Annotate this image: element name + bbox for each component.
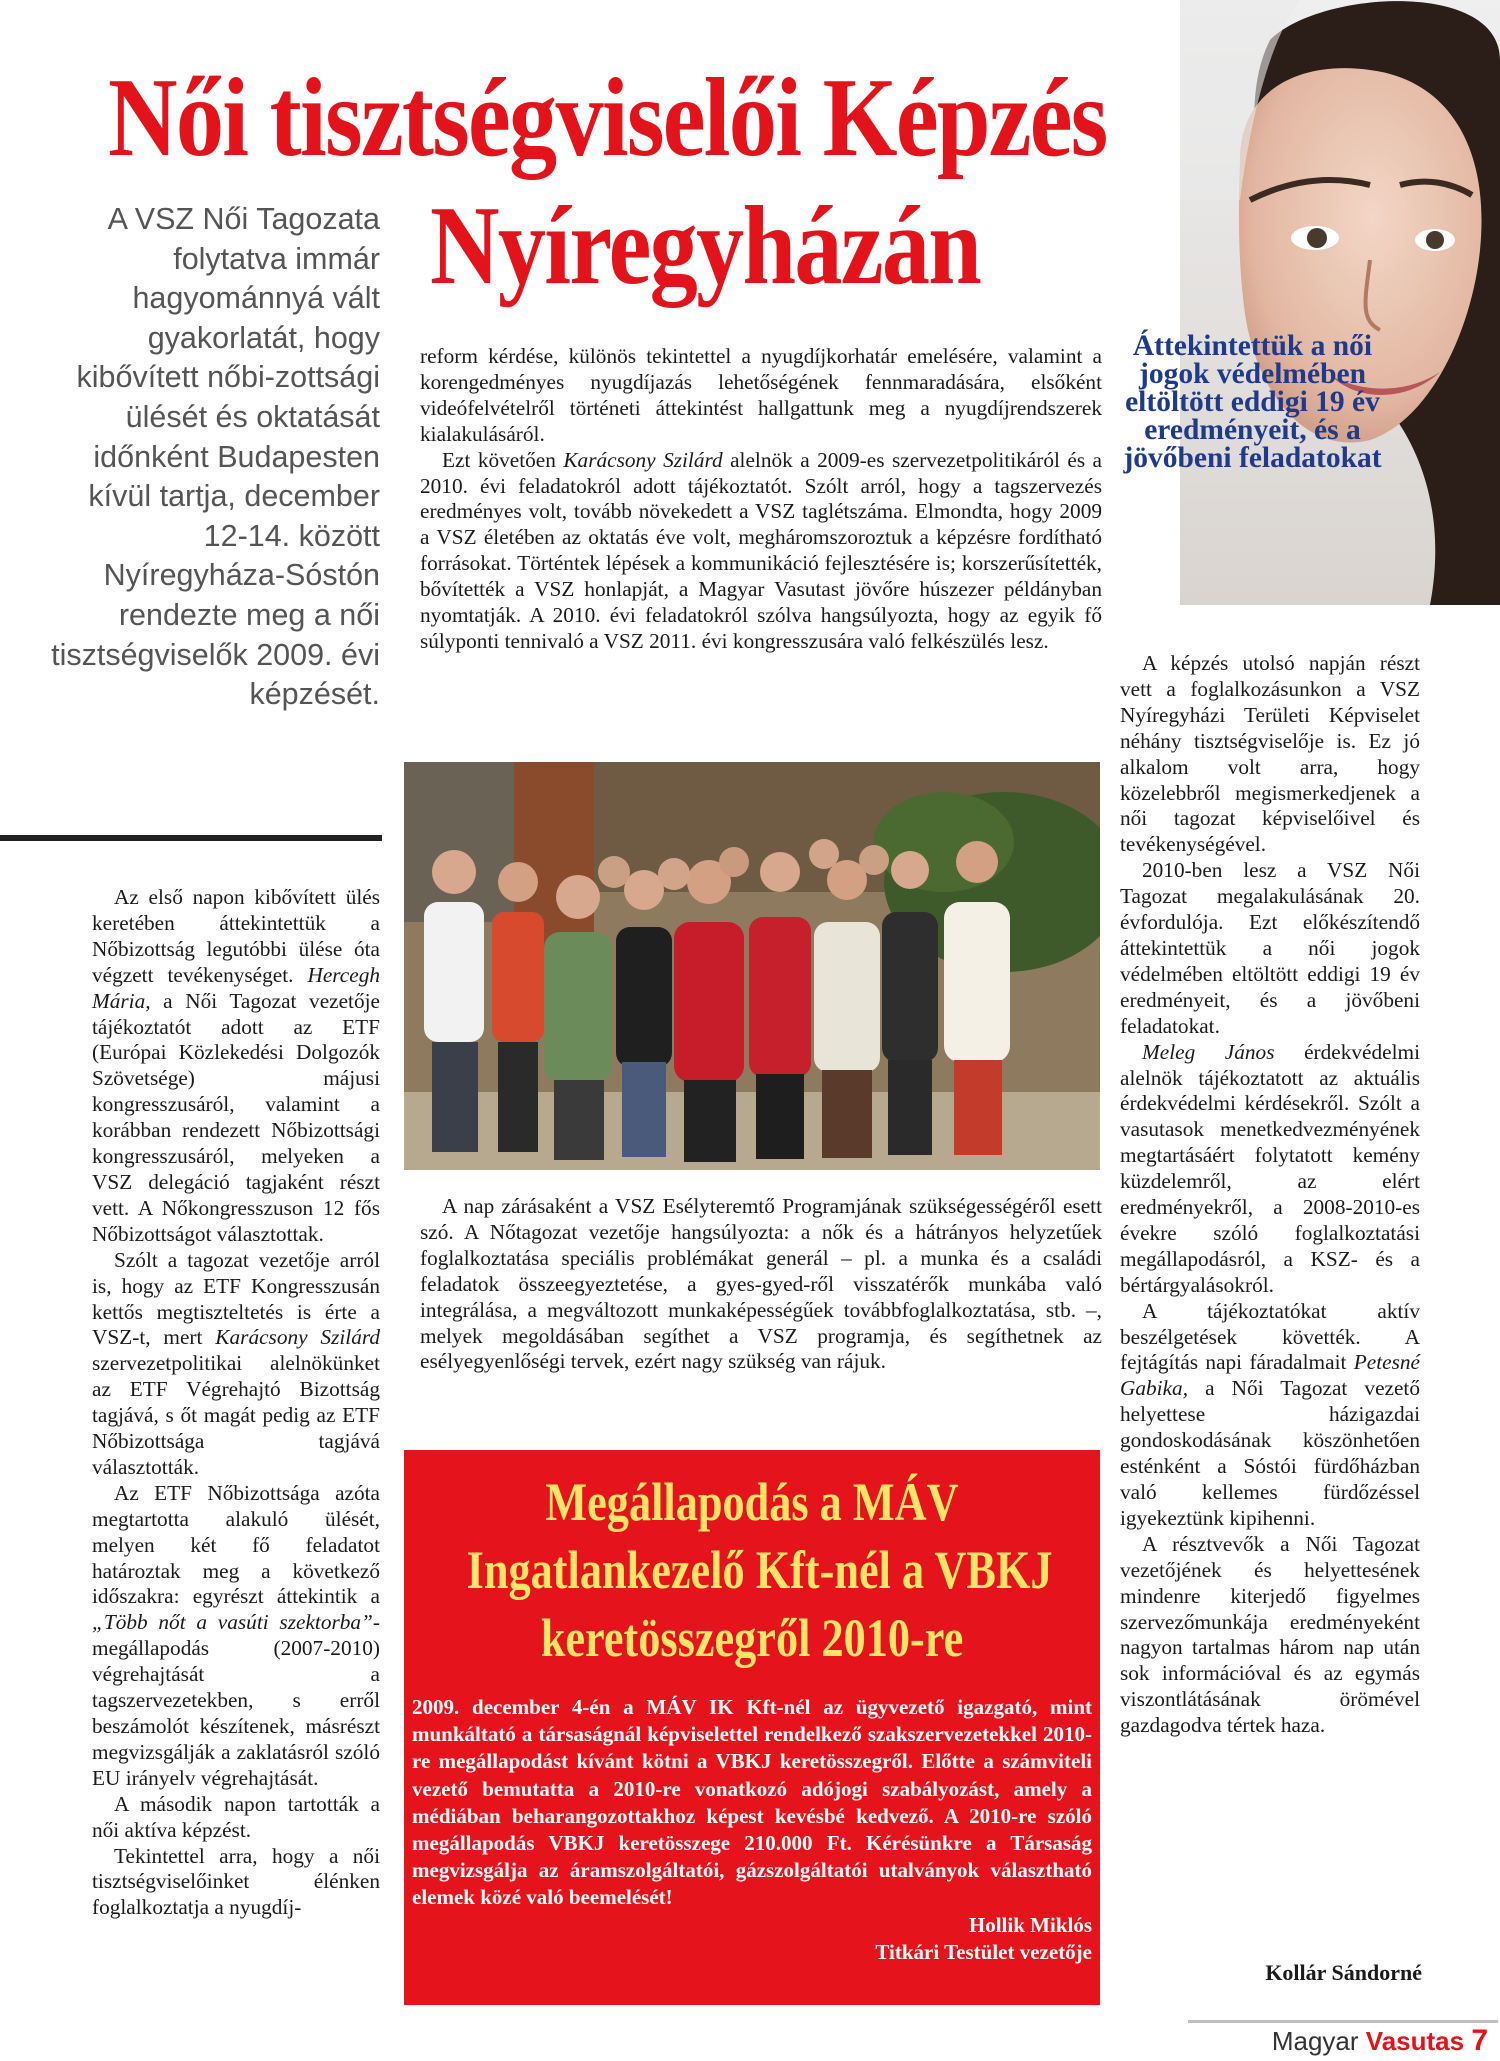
paragraph: Szólt a tagozat vezetője arról is, hogy az ETF Kongresszusán kettős megtiszteltetés is érte a VSZ-t, mert Karácsony Szilárd szervezetpolitikai alelnökünket az ETF Végrehajtó Bizottság tagjává, s őt magát pedig az ETF Nőbizottsága tagjává választották. [92,1247,380,1479]
column-right [1120,651,1420,1739]
portrait-photo [1180,0,1500,605]
paragraph: A második napon tartották a női aktíva képzést. [92,1791,380,1842]
column-middle-upper [420,344,1102,655]
person-name: Hercegh Mária, [92,962,380,1013]
woman-portrait-image [1180,0,1500,605]
footer-rule [1188,2020,1498,2023]
group-photo-image [404,762,1100,1170]
paragraph: Az első napon kibővített ülés keretében áttekintettük a Nőbizottság legutóbbi ülése óta végzett tevékenységet. Hercegh Mária, a Női Tagozat vezetője tájékoztatót adott az ETF (Európai Közlekedési Dolgozók Szövetsége) májusi kongresszusáról, valamint a korábban rendezett Nőbizottsági kongresszusáról, melyeken a VSZ delegáció tagjaként részt vett. A Nőkongresszuson 12 fős Nőbizottságot választottak. [92,885,380,1246]
lead-paragraph: A VSZ Női Tagozata folytatva immár hagyománnyá vált gyakorlatát, hogy kibővített nőbi-zottsági ülését és oktatását időnként Budapesten kívül tartja, december 12-14. között Nyíregyháza-Sóstón rendezte meg a női tisztségviselők 2009. évi képzését. [51,202,380,712]
person-name: Karácsony Szilárd [215,1325,380,1350]
paragraph: 2010-ben lesz a VSZ Női Tagozat megalakulásának 20. évfordulója. Ezt előkészítendő áttekintettük a női jogok védelmében eltöltött eddigi 19 év eredményeit, és a jövőbeni feladatokat. [1120,858,1420,1038]
announcement-text: 2009. december 4-én a MÁV IK Kft-nél az ügyvezető igazgató, mint munkáltató a társaságnál képviselettel rendelkező szakszervezetekkel 2010-re megállapodást kívánt kötni a VBKJ keretösszegről. Előtte a számviteli vezető bemutatta a 2010-re vonatkozó adójogi szabályozást, amely a médiában beharangozottakhoz képest kevésbé kedvező. A 2010-re szóló megállapodás VBKJ keretösszege 210.000 Ft. Kérésünkre a Társaság megvizsgálja az áramszolgáltatói, gázszolgáltatói utalványok választható elemek közé való beemelését! [412,1695,1092,1910]
group-photo [404,762,1100,1170]
footer-brand: Vasutas [1365,2026,1465,2056]
agreement-name: „Több nőt a vasúti szektorba” [92,1610,373,1635]
person-name: Meleg János [1142,1039,1275,1064]
page-footer [1188,2020,1498,2056]
paragraph: Meleg János érdekvédelmi alelnök tájékoztatott az aktuális érdekvédelmi kérdésekről. Szólt a vasutasok menetkedvezményének megtartásáért folytatott kemény küzdelemről, az elért eredményekről, a 2008-2010-es évekre szóló foglalkoztatási megállapodásról, a KSZ- és a bértárgyalásokról. [1120,1039,1420,1297]
paragraph: A tájékoztatókat aktív beszélgetések követték. A fejtágítás napi fáradalmait Petesné Gabika, a Női Tagozat vezető helyettese házigazdai gondoskodásának köszönhetően esténként a Sóstói fürdőházban való kellemes fürdőzéssel igyekeztünk kipihenni. [1120,1298,1420,1530]
footer-magazine: Magyar [1271,2026,1359,2056]
column-left [92,885,380,1921]
pull-quote: Áttekintettük a női jogok védelmében eltöltött eddigi 19 év eredményeit, és a jövőbeni feladatokat [1123,330,1382,474]
announcement-signature-role: Titkári Testület vezetője [875,1939,1092,1964]
announcement-headline [404,1468,1100,1672]
announcement-headline-line-1: Megállapodás a MÁV [545,1472,959,1532]
paragraph: reform kérdése, különös tekintettel a nyugdíjkorhatár emelésére, valamint a korengedményes nyugdíjazás lehetőségének fennmaradására, elsőként videófelvételről történeti áttekintést hallgattunk meg a nyugdíjrendszerek kialakulásáról. [420,344,1102,446]
footer-text [1272,2024,1488,2058]
article-title-line-1: Női tisztségviselői Képzés [108,56,1107,180]
paragraph: Tekintettel arra, hogy a női tisztségviselőinket élénken foglalkoztatja a nyugdíj- [92,1843,380,1920]
column-middle-lower [420,1194,1102,1375]
person-name: Karácsony Szilárd [563,447,723,472]
author-signature: Kollár Sándorné [1265,1960,1422,1985]
announcement-headline-line-3: keretösszegről 2010-re [540,1608,964,1668]
announcement-headline-line-2: Ingatlankezelő Kft-nél a VBKJ [466,1540,1053,1600]
announcement-signature-name: Hollik Miklós [968,1912,1092,1937]
announcement-body [412,1694,1092,1966]
person-name: Petesné Gabika, [1120,1350,1420,1401]
paragraph: Az ETF Nőbizottsága azóta megtartotta alakuló ülését, melyen két fő feladatot határoztak meg a következő időszakra: egyrészt áttekintik a „Több nőt a vasúti szektorba”-megállapodás (2007-2010) végrehajtását a tagszervezetekben, s erről beszámolót készítenek, másrészt megvizsgálják a zaklatásról szóló EU irányelv végrehajtását. [92,1480,380,1790]
paragraph: A résztvevők a Női Tagozat vezetőjének és helyettesének mindenre kiterjedő figyelmes szervezőmunkája eredményeként nagyon tartalmas három nap után sok információval és az egymás viszontlátásának örömével gazdagodva tértek haza. [1120,1531,1420,1738]
article-title-line-2: Nyíregyházán [430,184,981,308]
paragraph: A képzés utolsó napján részt vett a foglalkozásunkon a VSZ Nyíregyházi Területi Képviselet néhány tisztségviselője is. Ez jó alkalom volt arra, hogy közelebbről megismerkedjenek a női tagozat képviselőivel és tevékenységével. [1120,651,1420,857]
page-number: 7 [1471,2024,1488,2057]
paragraph: A nap zárásaként a VSZ Esélyteremtő Programjának szükségességéről esett szó. A Nőtagozat vezetője hangsúlyozta: a nők és a hátrányos helyzetűek foglalkoztatása speciális problémákat generál – pl. a munka és a családi feladatok összeegyeztetése, a gyes-gyed-ről visszatérők munkába való integrálása, a megváltozott munkaképességűek továbbfoglalkoztatása, stb. –, melyek megoldásában segíthet a VSZ programja, és segíthetnek az esélyegyenlőségi tervek, ezért nagy szükség van rájuk. [420,1194,1102,1374]
paragraph: Ezt követően Karácsony Szilárd alelnök a 2009-es szervezetpolitikáról és a 2010. évi feladatokról adott tájékoztatót. Szólt arról, hogy a tagszervezés eredményes volt, tovább növekedett a VSZ taglétszáma. Elmondta, hogy 2009 a VSZ életében az oktatás éve volt, megháromszoroztuk a képzésre fordítható forrásokat. Történtek lépések a kommunikáció fejlesztésére is; korszerűsítették, bővítették a VSZ honlapját, a Magyar Vasutast jövőre húszezer példányban nyomtatják. A 2010. évi feladatokról szólva hangsúlyozta, hogy az egyik fő súlyponti tennivaló a VSZ 2011. évi kongresszusára való felkészülés lesz. [420,447,1103,653]
lead-divider [0,835,382,841]
